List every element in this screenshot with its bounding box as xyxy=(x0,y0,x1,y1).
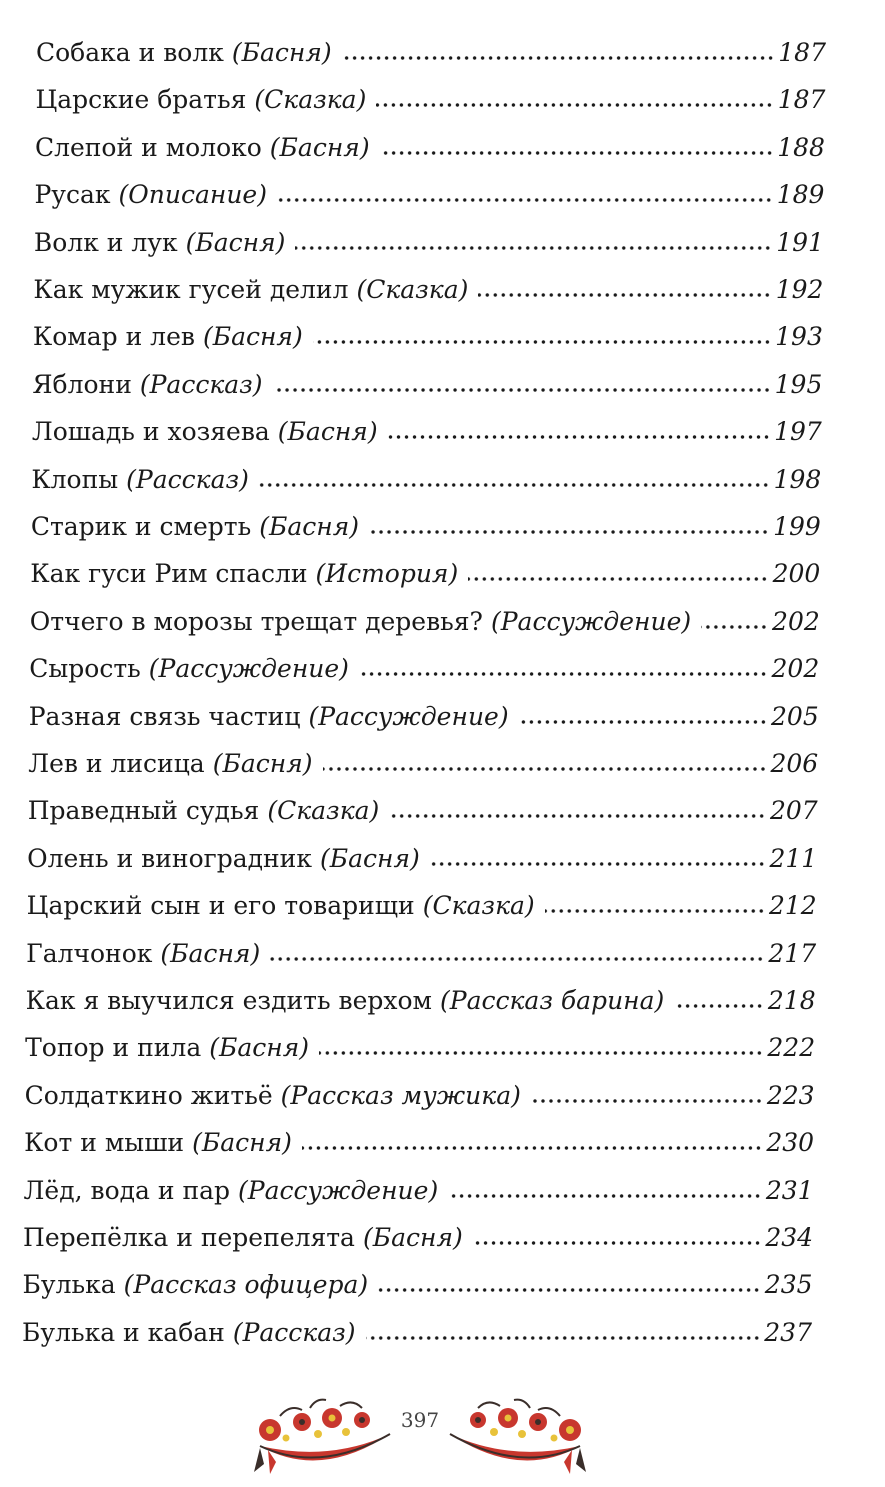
toc-entry-genre: (Сказка) xyxy=(356,275,469,304)
dot-leader xyxy=(478,292,771,298)
toc-entry-title: Клопы xyxy=(31,464,119,494)
dot-leader xyxy=(277,197,773,203)
toc-entry-title: Булька и кабан xyxy=(22,1317,225,1347)
toc-entry-page: 187 xyxy=(778,38,826,67)
toc-entry-title: Лошадь и хозяева xyxy=(31,417,270,447)
toc-entry-genre: (Басня) xyxy=(319,843,420,873)
dot-leader xyxy=(295,245,772,251)
dot-leader xyxy=(323,766,767,772)
toc-entry-genre: (Сказка) xyxy=(422,891,535,921)
toc-entry xyxy=(26,986,816,1026)
toc-entry-genre: (Рассуждение) xyxy=(238,1175,439,1205)
toc-entry-page: 199 xyxy=(773,512,821,541)
page-footer xyxy=(240,1388,600,1478)
dot-leader xyxy=(376,102,773,108)
page-number: 397 xyxy=(400,1408,440,1432)
dot-leader xyxy=(473,1240,762,1246)
toc-entry-page: 202 xyxy=(772,606,820,636)
dot-leader xyxy=(313,339,771,345)
dot-leader xyxy=(369,529,769,535)
toc-entry xyxy=(29,702,819,742)
toc-entry-title: Русак xyxy=(34,180,111,210)
toc-entry-genre: (Басня) xyxy=(269,132,370,162)
dot-leader xyxy=(302,1145,762,1151)
dot-leader xyxy=(448,1193,762,1199)
toc-entry-genre: (Басня) xyxy=(212,749,313,778)
toc-entry-title: Царские братья xyxy=(35,85,247,115)
toc-entry-page: 195 xyxy=(774,369,823,399)
toc-entry-page: 192 xyxy=(775,275,824,304)
dot-leader xyxy=(531,1098,763,1104)
toc-entry xyxy=(28,796,818,836)
toc-entry-genre: (Рассказ офицера) xyxy=(123,1270,369,1300)
toc-entry xyxy=(36,38,826,78)
toc-entry-title: Царский сын и его товарищи xyxy=(26,891,415,921)
toc-entry-genre: (Рассказ) xyxy=(126,464,249,494)
toc-entry-title: Отчего в морозы трещат деревья? xyxy=(29,606,483,636)
toc-entry-title: Старик и смерть xyxy=(30,512,252,541)
toc-entry xyxy=(24,1176,814,1216)
toc-entry xyxy=(25,1081,815,1121)
dot-leader xyxy=(389,813,766,819)
toc-entry-genre: (Рассуждение) xyxy=(148,654,349,684)
dot-leader xyxy=(378,1287,761,1293)
toc-entry-genre: (Рассказ мужика) xyxy=(280,1080,521,1110)
toc-entry-title: Булька xyxy=(22,1270,116,1300)
toc-entry-genre: (Басня) xyxy=(277,417,378,447)
toc-entry-title: Яблони xyxy=(32,369,132,399)
dot-leader xyxy=(259,482,770,488)
toc-entry-genre: (Басня) xyxy=(185,227,286,257)
toc-entry xyxy=(30,607,820,647)
toc-entry xyxy=(31,512,821,552)
toc-entry xyxy=(31,465,821,505)
toc-entry-genre: (Рассказ) xyxy=(139,369,263,399)
dot-leader xyxy=(359,671,768,677)
toc-entry xyxy=(34,180,824,220)
toc-entry-page: 235 xyxy=(764,1270,813,1300)
toc-entry-page: 206 xyxy=(770,749,819,778)
toc-entry-genre: (Рассказ барина) xyxy=(440,986,665,1015)
toc-entry xyxy=(23,1270,813,1310)
dot-leader xyxy=(701,624,768,630)
toc-entry-genre: (История) xyxy=(315,559,459,589)
folk-ornament-right xyxy=(440,1388,600,1478)
toc-entry-page: 211 xyxy=(769,843,818,873)
toc-entry-genre: (Басня) xyxy=(362,1223,463,1252)
dot-leader xyxy=(366,1335,761,1341)
toc-entry xyxy=(30,559,820,599)
toc-entry-page: 191 xyxy=(776,227,824,257)
toc-entry-genre: (Басня) xyxy=(259,512,360,541)
toc-entry xyxy=(25,1033,815,1073)
toc-entry-page: 212 xyxy=(768,891,817,921)
toc-entry-title: Топор и пила xyxy=(25,1033,202,1063)
toc-entry xyxy=(29,654,819,694)
toc-entry xyxy=(33,322,823,362)
toc-entry-page: 197 xyxy=(774,417,822,447)
toc-entry-title: Лев и лисица xyxy=(28,749,205,778)
toc-entry-genre: (Басня) xyxy=(160,938,261,968)
toc-entry xyxy=(23,1223,813,1263)
toc-entry-title: Перепёлка и перепелята xyxy=(23,1223,355,1252)
toc-entry-genre: (Басня) xyxy=(202,322,303,352)
toc-entry-title: Сырость xyxy=(29,654,141,684)
toc-entry-title: Слепой и молоко xyxy=(34,132,262,162)
toc-entry-title: Комар и лев xyxy=(32,322,195,352)
toc-entry-title: Как я выучился ездить верхом xyxy=(25,986,432,1015)
dot-leader xyxy=(674,1003,764,1009)
toc-entry-page: 231 xyxy=(765,1175,814,1205)
toc-entry-genre: (Сказка) xyxy=(254,85,367,115)
toc-entry-page: 188 xyxy=(777,132,825,162)
toc-entry-genre: (Описание) xyxy=(118,180,267,210)
toc-entry-genre: (Басня) xyxy=(231,38,332,67)
toc-entry-page: 198 xyxy=(773,464,822,494)
toc-entry-title: Лёд, вода и пар xyxy=(23,1175,231,1205)
toc-entry-title: Галчонок xyxy=(26,938,153,968)
toc-entry-page: 230 xyxy=(766,1128,815,1158)
dot-leader xyxy=(388,434,771,440)
toc-entry-title: Как мужик гусей делил xyxy=(33,275,349,304)
toc-entry-page: 205 xyxy=(771,701,819,731)
toc-entry xyxy=(26,939,816,979)
toc-entry-title: Праведный судья xyxy=(27,796,260,826)
toc-entry-page: 237 xyxy=(764,1317,812,1347)
toc-entry-page: 193 xyxy=(775,322,823,352)
dot-leader xyxy=(342,55,775,61)
toc-entry-genre: (Басня) xyxy=(209,1033,310,1063)
toc-entry xyxy=(32,417,822,457)
toc-entry xyxy=(35,85,825,125)
dot-leader xyxy=(468,576,768,582)
folk-ornament-left xyxy=(240,1388,400,1478)
toc-entry-genre: (Басня) xyxy=(192,1128,292,1158)
toc-entry-page: 223 xyxy=(766,1080,815,1110)
toc-entry xyxy=(34,228,824,268)
toc-entry-page: 189 xyxy=(776,180,825,210)
toc-entry-page: 187 xyxy=(777,85,826,115)
dot-leader xyxy=(380,150,774,156)
toc-entry-page: 200 xyxy=(772,559,821,589)
toc-entry-title: Солдаткино житьё xyxy=(24,1080,273,1110)
toc-entry-title: Волк и лук xyxy=(33,227,178,257)
toc-entry xyxy=(22,1318,812,1358)
toc-entry-page: 202 xyxy=(771,654,820,684)
dot-leader xyxy=(519,719,767,725)
dot-leader xyxy=(430,861,766,867)
toc-entry xyxy=(32,370,822,410)
toc-entry-page: 207 xyxy=(769,796,818,826)
toc-entry-genre: (Сказка) xyxy=(267,796,380,826)
toc-entry-page: 218 xyxy=(767,986,816,1015)
dot-leader xyxy=(319,1050,763,1056)
toc-entry xyxy=(27,891,817,931)
toc-entry xyxy=(24,1128,814,1168)
toc-entry-title: Собака и волк xyxy=(36,38,224,67)
toc-entry-genre: (Рассуждение) xyxy=(308,701,509,731)
toc-entry xyxy=(33,275,823,315)
toc-entry-genre: (Рассуждение) xyxy=(490,606,692,636)
dot-leader xyxy=(545,908,765,914)
toc-entry-genre: (Рассказ) xyxy=(232,1317,356,1347)
toc-entry-title: Олень и виноградник xyxy=(27,843,312,873)
toc-entry-page: 222 xyxy=(767,1033,816,1063)
toc-entry xyxy=(28,749,818,789)
toc-entry xyxy=(35,133,825,173)
dot-leader xyxy=(273,387,771,393)
toc-entry-title: Разная связь частиц xyxy=(28,701,301,731)
dot-leader xyxy=(270,956,764,962)
toc-entry-page: 234 xyxy=(765,1223,814,1252)
toc-entry-page: 217 xyxy=(768,938,817,968)
toc-entry-title: Кот и мыши xyxy=(24,1128,185,1158)
toc-entry xyxy=(27,844,817,884)
toc-entry-title: Как гуси Рим спасли xyxy=(30,559,308,589)
